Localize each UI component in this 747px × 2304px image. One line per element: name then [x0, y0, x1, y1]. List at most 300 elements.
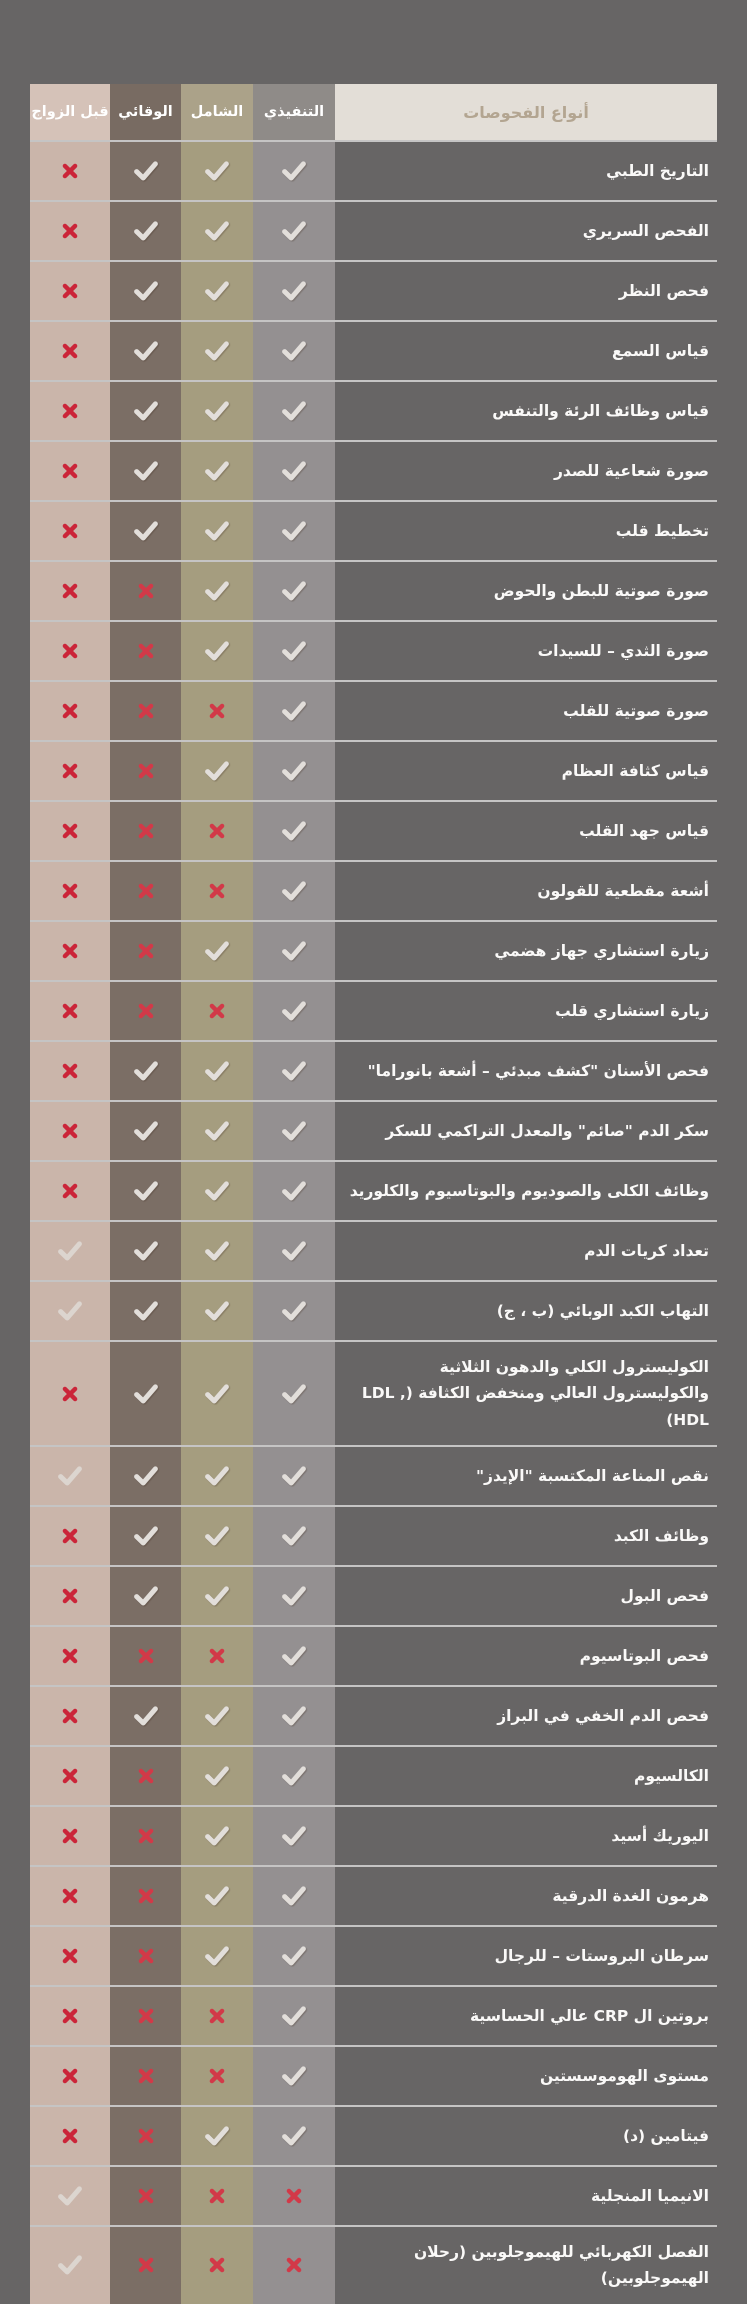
check-icon [282, 341, 306, 361]
cell-preventive [110, 862, 181, 920]
check-icon [282, 161, 306, 181]
cell-preventive [110, 262, 181, 320]
check-icon [282, 1946, 306, 1966]
cell-executive [253, 1627, 335, 1685]
check-icon [205, 281, 229, 301]
cell-premarital [30, 802, 110, 860]
column-header-exam-types [335, 84, 717, 140]
cell-preventive [110, 682, 181, 740]
check-icon [205, 941, 229, 961]
exam-name-label: فحص النظر [618, 281, 709, 300]
exam-name-label: الكالسيوم [634, 1766, 709, 1785]
cell-preventive [110, 1042, 181, 1100]
x-icon [62, 1386, 78, 1402]
table-row [30, 860, 717, 920]
cell-premarital [30, 1507, 110, 1565]
cell-premarital [30, 682, 110, 740]
exam-name-cell [335, 622, 717, 680]
cell-premarital [30, 1162, 110, 1220]
check-icon [282, 281, 306, 301]
exam-name-label: وظائف الكلى والصوديوم والبوتاسيوم والكلوريد [349, 1181, 709, 1200]
exam-name-cell [335, 1747, 717, 1805]
check-icon [205, 1586, 229, 1606]
table-row [30, 920, 717, 980]
cell-premarital [30, 382, 110, 440]
cell-premarital [30, 862, 110, 920]
table-row [30, 380, 717, 440]
exam-name-cell [335, 2047, 717, 2105]
cell-comprehensive [181, 1567, 253, 1625]
table-row [30, 740, 717, 800]
check-icon [134, 1526, 158, 1546]
cell-comprehensive [181, 802, 253, 860]
exam-name-label: الفصل الكهربائي للهيموجلوبين (رحلان الهيموجلوبين) [413, 2243, 709, 2288]
cell-executive [253, 1042, 335, 1100]
check-icon [205, 761, 229, 781]
cell-premarital [30, 922, 110, 980]
check-icon [282, 1121, 306, 1141]
x-icon [138, 883, 154, 899]
x-icon [209, 2188, 225, 2204]
cell-executive [253, 1867, 335, 1925]
table-row [30, 320, 717, 380]
x-icon [62, 1528, 78, 1544]
column-header-premarital [30, 84, 110, 140]
cell-preventive [110, 1342, 181, 1445]
cell-executive [253, 1447, 335, 1505]
exam-name-cell [335, 442, 717, 500]
cell-preventive [110, 2227, 181, 2304]
x-icon [62, 763, 78, 779]
check-icon [282, 701, 306, 721]
x-icon [138, 943, 154, 959]
cell-executive [253, 982, 335, 1040]
exam-name-cell [335, 1162, 717, 1220]
cell-premarital [30, 1747, 110, 1805]
check-icon [58, 1241, 82, 1261]
x-icon [62, 523, 78, 539]
check-icon [134, 1241, 158, 1261]
exam-name-label: سرطان البروستات – للرجال [494, 1946, 709, 1965]
table-row [30, 2225, 717, 2304]
check-icon [134, 1061, 158, 1081]
check-icon [134, 1706, 158, 1726]
executive-header-label: التنفيذي [263, 104, 325, 120]
exam-name-label: فيتامين (د) [622, 2126, 709, 2145]
exam-name-cell [335, 1867, 717, 1925]
table-row [30, 680, 717, 740]
cell-executive [253, 562, 335, 620]
check-icon [205, 1181, 229, 1201]
x-icon [138, 823, 154, 839]
cell-comprehensive [181, 682, 253, 740]
table-row [30, 1340, 717, 1445]
cell-preventive [110, 142, 181, 200]
x-icon [209, 2008, 225, 2024]
cell-preventive [110, 1627, 181, 1685]
table-row [30, 1625, 717, 1685]
x-icon [62, 2128, 78, 2144]
cell-comprehensive [181, 1447, 253, 1505]
exam-name-label: صورة الثدي – للسيدات [537, 641, 709, 660]
x-icon [209, 703, 225, 719]
exam-name-label: وظائف الكبد [613, 1526, 709, 1545]
x-icon [138, 1948, 154, 1964]
x-icon [62, 2068, 78, 2084]
exam-name-cell [335, 2227, 717, 2304]
cell-premarital [30, 1807, 110, 1865]
cell-premarital [30, 1447, 110, 1505]
x-icon [62, 1003, 78, 1019]
cell-comprehensive [181, 982, 253, 1040]
cell-executive [253, 1567, 335, 1625]
exam-name-label: فحص الدم الخفي في البراز [497, 1706, 709, 1725]
exam-name-cell [335, 202, 717, 260]
check-icon [282, 821, 306, 841]
cell-comprehensive [181, 1747, 253, 1805]
exam-name-label: تعداد كريات الدم [584, 1241, 709, 1260]
cell-comprehensive [181, 1507, 253, 1565]
column-header-executive [253, 84, 335, 140]
check-icon [282, 2126, 306, 2146]
exam-types-header-label: أنواع الفحوصات [463, 102, 589, 122]
preventive-header-label: الوقائي [118, 104, 173, 120]
cell-premarital [30, 1867, 110, 1925]
cell-preventive [110, 1222, 181, 1280]
cell-comprehensive [181, 2227, 253, 2304]
cell-comprehensive [181, 1042, 253, 1100]
exam-name-label: مستوى الهوموسستين [539, 2066, 709, 2085]
exam-name-cell [335, 742, 717, 800]
table-row [30, 140, 717, 200]
check-icon [282, 1826, 306, 1846]
check-icon [134, 1384, 158, 1404]
cell-premarital [30, 982, 110, 1040]
table-row [30, 1100, 717, 1160]
cell-comprehensive [181, 1222, 253, 1280]
exam-name-cell [335, 382, 717, 440]
exam-name-cell [335, 2167, 717, 2225]
x-icon [62, 1828, 78, 1844]
cell-executive [253, 2227, 335, 2304]
cell-comprehensive [181, 1867, 253, 1925]
table-row [30, 1745, 717, 1805]
cell-comprehensive [181, 502, 253, 560]
exam-name-label: صورة صوتية للبطن والحوض [493, 581, 709, 600]
check-icon [205, 341, 229, 361]
x-icon [209, 1648, 225, 1664]
exam-name-cell [335, 922, 717, 980]
check-icon [282, 2066, 306, 2086]
exam-name-cell [335, 1807, 717, 1865]
cell-comprehensive [181, 2107, 253, 2165]
cell-executive [253, 1987, 335, 2045]
exam-name-cell [335, 1282, 717, 1340]
cell-comprehensive [181, 262, 253, 320]
x-icon [138, 2008, 154, 2024]
table-row [30, 2045, 717, 2105]
table-row [30, 620, 717, 680]
cell-comprehensive [181, 1342, 253, 1445]
exam-name-cell [335, 1687, 717, 1745]
exam-name-cell [335, 1507, 717, 1565]
cell-executive [253, 2107, 335, 2165]
cell-executive [253, 1747, 335, 1805]
x-icon [138, 1003, 154, 1019]
cell-comprehensive [181, 2047, 253, 2105]
x-icon [138, 1828, 154, 1844]
exam-name-label: فحص الأسنان "كشف مبدئي – أشعة بانوراما" [367, 1061, 709, 1080]
exam-name-label: الانيميا المنجلية [590, 2186, 709, 2205]
check-icon [282, 521, 306, 541]
exam-name-label: سكر الدم "صائم" والمعدل التراكمي للسكر [385, 1121, 709, 1140]
x-icon [62, 283, 78, 299]
x-icon [138, 703, 154, 719]
cell-executive [253, 922, 335, 980]
x-icon [62, 1888, 78, 1904]
x-icon [138, 1768, 154, 1784]
check-icon [282, 1001, 306, 1021]
cell-premarital [30, 202, 110, 260]
checkup-packages-comparison-table [30, 84, 717, 2304]
x-icon [62, 1063, 78, 1079]
exam-name-cell [335, 1987, 717, 2045]
table-row [30, 2165, 717, 2225]
check-icon [282, 941, 306, 961]
x-icon [62, 643, 78, 659]
table-row [30, 1445, 717, 1505]
x-icon [62, 943, 78, 959]
column-header-preventive [110, 84, 181, 140]
exam-name-cell [335, 322, 717, 380]
table-row [30, 1565, 717, 1625]
cell-executive [253, 262, 335, 320]
cell-premarital [30, 2227, 110, 2304]
exam-name-cell [335, 862, 717, 920]
exam-name-cell [335, 802, 717, 860]
x-icon [62, 1948, 78, 1964]
cell-executive [253, 442, 335, 500]
exam-name-label: زيارة استشاري جهاز هضمي [494, 941, 709, 960]
table-row [30, 1925, 717, 1985]
x-icon [62, 163, 78, 179]
cell-executive [253, 202, 335, 260]
table-body [30, 140, 717, 2304]
x-icon [286, 2257, 302, 2273]
check-icon [134, 341, 158, 361]
check-icon [205, 1121, 229, 1141]
cell-preventive [110, 382, 181, 440]
x-icon [62, 2008, 78, 2024]
check-icon [282, 2006, 306, 2026]
table-row [30, 1040, 717, 1100]
cell-preventive [110, 1687, 181, 1745]
check-icon [134, 401, 158, 421]
x-icon [62, 463, 78, 479]
exam-name-cell [335, 982, 717, 1040]
check-icon [205, 1766, 229, 1786]
exam-name-label: تخطيط قلب [615, 521, 709, 540]
cell-preventive [110, 622, 181, 680]
cell-preventive [110, 502, 181, 560]
cell-premarital [30, 622, 110, 680]
cell-executive [253, 1687, 335, 1745]
cell-comprehensive [181, 202, 253, 260]
cell-comprehensive [181, 1927, 253, 1985]
table-row [30, 1280, 717, 1340]
exam-name-label: فحص البول [620, 1586, 709, 1605]
x-icon [62, 343, 78, 359]
exam-name-cell [335, 1222, 717, 1280]
cell-premarital [30, 1927, 110, 1985]
x-icon [62, 1708, 78, 1724]
check-icon [282, 881, 306, 901]
exam-name-label: صورة صوتية للقلب [563, 701, 709, 720]
cell-executive [253, 2047, 335, 2105]
cell-preventive [110, 2107, 181, 2165]
cell-premarital [30, 502, 110, 560]
check-icon [282, 1586, 306, 1606]
table-row [30, 1505, 717, 1565]
check-icon [205, 1826, 229, 1846]
check-icon [205, 1061, 229, 1081]
exam-name-cell [335, 262, 717, 320]
x-icon [209, 823, 225, 839]
premarital-header-label: قبل الزواج [31, 104, 109, 120]
cell-preventive [110, 2047, 181, 2105]
cell-executive [253, 1282, 335, 1340]
check-icon [205, 521, 229, 541]
cell-premarital [30, 2107, 110, 2165]
x-icon [62, 1648, 78, 1664]
check-icon [134, 1181, 158, 1201]
check-icon [282, 761, 306, 781]
cell-comprehensive [181, 1627, 253, 1685]
exam-name-label: التاريخ الطبي [606, 161, 709, 180]
x-icon [62, 583, 78, 599]
cell-premarital [30, 1567, 110, 1625]
cell-comprehensive [181, 142, 253, 200]
check-icon [282, 461, 306, 481]
cell-premarital [30, 1222, 110, 1280]
exam-name-cell [335, 682, 717, 740]
exam-name-cell [335, 1627, 717, 1685]
table-row [30, 440, 717, 500]
cell-preventive [110, 922, 181, 980]
x-icon [209, 1003, 225, 1019]
check-icon [205, 1301, 229, 1321]
exam-name-cell [335, 1567, 717, 1625]
cell-executive [253, 1927, 335, 1985]
table-row [30, 1160, 717, 1220]
x-icon [138, 763, 154, 779]
check-icon [205, 1886, 229, 1906]
x-icon [209, 2068, 225, 2084]
cell-preventive [110, 2167, 181, 2225]
cell-comprehensive [181, 922, 253, 980]
check-icon [205, 1466, 229, 1486]
check-icon [282, 1181, 306, 1201]
cell-executive [253, 622, 335, 680]
exam-name-cell [335, 1927, 717, 1985]
check-icon [134, 1121, 158, 1141]
x-icon [62, 823, 78, 839]
x-icon [62, 1768, 78, 1784]
check-icon [205, 641, 229, 661]
exam-name-label: اليوريك أسيد [611, 1826, 709, 1845]
check-icon [205, 1241, 229, 1261]
cell-comprehensive [181, 2167, 253, 2225]
x-icon [286, 2188, 302, 2204]
check-icon [205, 2126, 229, 2146]
check-icon [282, 1061, 306, 1081]
table-row [30, 980, 717, 1040]
cell-executive [253, 1807, 335, 1865]
cell-comprehensive [181, 1687, 253, 1745]
check-icon [205, 401, 229, 421]
cell-comprehensive [181, 1162, 253, 1220]
cell-executive [253, 1222, 335, 1280]
cell-comprehensive [181, 1282, 253, 1340]
cell-comprehensive [181, 562, 253, 620]
x-icon [138, 1888, 154, 1904]
cell-comprehensive [181, 742, 253, 800]
check-icon [205, 1946, 229, 1966]
cell-preventive [110, 1447, 181, 1505]
cell-preventive [110, 1102, 181, 1160]
cell-premarital [30, 1102, 110, 1160]
cell-premarital [30, 322, 110, 380]
x-icon [62, 883, 78, 899]
comprehensive-header-label: الشامل [190, 104, 244, 120]
cell-premarital [30, 1282, 110, 1340]
cell-premarital [30, 442, 110, 500]
x-icon [209, 2257, 225, 2273]
cell-executive [253, 502, 335, 560]
exam-name-label: التهاب الكبد الوبائي (ب ، ج) [496, 1301, 709, 1320]
x-icon [62, 223, 78, 239]
check-icon [205, 221, 229, 241]
cell-premarital [30, 2167, 110, 2225]
cell-preventive [110, 1507, 181, 1565]
x-icon [62, 703, 78, 719]
check-icon [282, 1706, 306, 1726]
cell-executive [253, 382, 335, 440]
x-icon [138, 1648, 154, 1664]
cell-preventive [110, 442, 181, 500]
x-icon [138, 2068, 154, 2084]
cell-executive [253, 682, 335, 740]
cell-preventive [110, 1987, 181, 2045]
table-row [30, 2105, 717, 2165]
x-icon [62, 1183, 78, 1199]
check-icon [282, 221, 306, 241]
check-icon [205, 1706, 229, 1726]
check-icon [58, 1301, 82, 1321]
cell-premarital [30, 142, 110, 200]
exam-name-label: فحص البوتاسيوم [579, 1646, 709, 1665]
check-icon [282, 1646, 306, 1666]
cell-preventive [110, 562, 181, 620]
exam-name-cell [335, 1342, 717, 1445]
cell-executive [253, 1507, 335, 1565]
check-icon [58, 2255, 82, 2275]
check-icon [205, 161, 229, 181]
column-header-comprehensive [181, 84, 253, 140]
x-icon [62, 1588, 78, 1604]
cell-premarital [30, 262, 110, 320]
check-icon [134, 281, 158, 301]
